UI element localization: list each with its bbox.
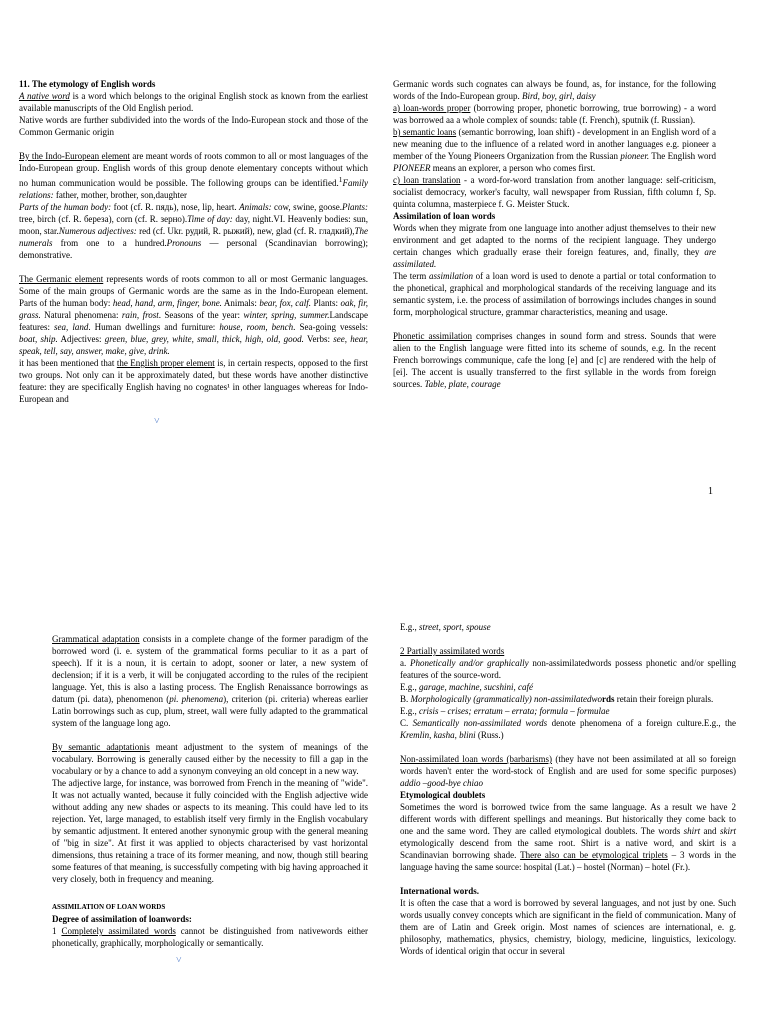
assimilation-paragraph-2: The term assimilation of a loan word is used to denote a partial or total conformation to the phonetical, graphical and morphological standards of the receiving language and its semantic system, i.e. the process of assimilation of borrowings includes changes in sound form, morphological structure, grammar characteristics, meaning and usage. bbox=[393, 271, 716, 317]
edit-caret-icon: ˅ bbox=[154, 416, 160, 427]
semantically-non-assimilated: C. Semantically non-assimilated words denote phenomena of a foreign culture.E.g., the Kremlin, kasha, blini (Russ.) bbox=[400, 718, 736, 740]
indo-european-paragraph: By the Indo-European element are meant words of roots common to all or most languages of the Indo-European group. English words of this group denote elementary concepts without which no human communication would be possible. The following groups can be identified.$^1$Family relations: father, mother, brother, son,daughter bbox=[19, 151, 368, 200]
etymological-doublets: Sometimes the word is borrowed twice from the same language. As a result we have 2 different words with different spellings and meanings. But historically they come back to one and the same word. They are called etymological doublets. The words shirt and skirt etymologically descend from the same root. Shirt is a native word, and skirt is a Scandinavian borrowing shade. There also can be etymological triplets – 3 words in the language having the same source: hospital (Lat.) – hostel (Norman) – hotel (Fr.). bbox=[400, 802, 737, 872]
germanic-paragraph: The Germanic element represents words of roots common to all or most Germanic languages. Some of the main groups of Germanic words are the same as in the Indo-European element. Parts of the human body: head, hand, arm, finger, bone. Animals: bear, fox, calf. Plants: oak, fir, grass. Natural phenomena: rain, frost. Seasons of the year: winter, spring, summer.Landscape features: sea, land. Human dwellings and furniture: house, room, bench. Sea-going vessels: boat, ship. Adjectives: green, blue, grey, white, small, thick, high, old, good. Verbs: see, hear, speak, tell, say, answer, make, give, drink. bbox=[19, 274, 369, 356]
edit-caret-icon-2: ˅ bbox=[176, 955, 182, 966]
native-subdivision-paragraph: Native words are further subdivided into the words of the Indo-European stock and those of the Common Germanic origin bbox=[19, 115, 368, 137]
native-word-paragraph: A native word is a word which belongs to the original English stock as known from the earliest available manuscripts of the Old English period. bbox=[19, 91, 368, 113]
etymological-doublets-heading: Etymological doublets bbox=[400, 790, 486, 800]
loan-translation: c) loan translation - a word-for-word translation from another language: self-criticism, socialist democracy, worker's faculty, wall newspaper from Russian, fifth column f, Sp. quinta columna, masterpiece f. G. Meister Stuck. bbox=[393, 175, 716, 209]
phonetically-non-assimilated: a. Phonetically and/or graphically non-assimilatedwords possess phonetic and/or spelling features of the source-word. bbox=[400, 658, 736, 680]
page2-right-column bbox=[400, 621, 736, 957]
english-proper-paragraph: it has been mentioned that the English proper element is, in certain respects, opposed to the first two groups. Not only can it be approximately dated, but these words have another distinctive feature: they are specifically English having no cognates¹ in other languages whereas for Indo-European and bbox=[19, 358, 368, 404]
barbarisms: Non-assimilated loan words (barbarisms) (they have not been assimilated at all so foreign words haven't enter the word-stock of English and are used for some specific purposes) addio –good-bye chiao bbox=[400, 754, 737, 788]
morphological-example: E.g., crisis – crises; erratum – errata; formula – formulae bbox=[400, 706, 610, 716]
assimilation-heading: Assimilation of loan words bbox=[393, 211, 496, 221]
loan-words-proper: a) loan-words proper (borrowing proper, phonetic borrowing, true borrowing) - a word was borrowed aa a whole complex of sounds: table (f. French), sputnik (f. Russian). bbox=[393, 103, 716, 125]
grammatical-adaptation: Grammatical adaptation consists in a complete change of the former paradigm of the borrowed word (i. e. system of the grammatical forms peculiar to it as a part of speech). If it is a noun, it is certain to adopt, sooner or later, a new system of declension; if it is a verb, it will be conjugated according to the rules of the recipient language. Yet, this is also a lasting process. The English Renaissance borrowings as datum (pi. data), phenomenon (pi. phenomena), criterion (pi. criteria) whereas earlier Latin borrowings such as cup, plum, street, wall were fully adapted to the grammatical system of the language long ago. bbox=[52, 634, 369, 728]
morphologically-non-assimilated: B. Morphologically (grammatically) non-assimilatedwords retain their foreign plurals. bbox=[400, 694, 714, 704]
germanic-continuation: Germanic words such cognates can always be found, as, for instance, for the following words of the Indo-European group. Bird, boy, girl, daisy bbox=[393, 79, 716, 101]
section-heading: 11. The etymology of English words bbox=[19, 79, 156, 89]
semantic-loans: b) semantic loans (semantic borrowing, loan shift) - development in an English word of a new meaning due to the influence of a related word in another languages e.g. pioneer a member of the Young Pioneers Organization from the Russian pioneer. The English word PIONEER means an explorer, a person who comes first. bbox=[393, 127, 716, 173]
page1-right-column bbox=[393, 78, 716, 390]
partially-assimilated-heading: 2 Partially assimilated words bbox=[400, 646, 505, 656]
degree-heading: Degree of assimilation of loanwords: bbox=[52, 914, 192, 924]
example-completely-assimilated: E.g., street, sport, spouse bbox=[400, 622, 491, 632]
assimilation-paragraph-1: Words when they migrate from one language into another adjust themselves to their new environment and get adapted to the norms of the recipient language. They undergo certain changes which gradually erase their foreign features, and, finally, they are assimilated. bbox=[393, 223, 716, 269]
assimilation-caps-heading: ASSIMILATION OF LOAN WORDS bbox=[52, 903, 166, 911]
page1-left-column bbox=[19, 78, 368, 405]
international-words-heading: International words. bbox=[400, 886, 480, 896]
international-words: It is often the case that a word is borrowed by several languages, and not just by one. Such words usually convey concepts which are significant in the field of communication. Many of them are of Latin and Greek origin. Most names of sciences are international, e. g. philosophy, mathematics, physics, chemistry, biology, medicine, linguistics, lexicology. Words of identical origin that occur in several bbox=[400, 898, 736, 956]
semantic-adaptation: By semantic adaptationis meant adjustment to the system of meanings of the vocabulary. Borrowing is generally caused either by the necessity to fill a gap in the vocabulary or by a chance to add a synonym conveying an old concept in a new way. bbox=[52, 742, 368, 776]
phonetic-example: E.g., garage, machine, sucshini, café bbox=[400, 682, 533, 692]
page2-left-column bbox=[52, 633, 368, 949]
completely-assimilated: 1 Completely assimilated words cannot be distinguished from nativewords either phonetically, graphically, morphologically or semantically. bbox=[52, 926, 368, 948]
indo-european-groups: Parts of the human body: foot (cf. R. пядь), nose, lip, heart. Animals: cow, swine, goose.Plants: tree, birch (cf. R. береза), corn (cf. R. зерно).Time of day: day, night.VI. Heavenly bodies: sun, moon, star.Numerous adjectives: red (cf. Ukr. рудий, R. рыжий), new, glad (cf. R. гладкий),The numerals from one to a hundred.Pronouns — personal (Scandinavian borrowing); demonstrative. bbox=[19, 202, 369, 260]
page-number: 1 bbox=[708, 486, 713, 497]
phonetic-assimilation: Phonetic assimilation comprises changes in sound form and stress. Sounds that were alien to the English language were fitted into its scheme of sounds, e.g. In the recent French borrowings communique, cafe the long [e] and [c] are rendered with the help of [ei]. The accent is usually transferred to the first syllable in the words from foreign sources. Table, plate, courage bbox=[393, 331, 716, 389]
semantic-adaptation-example: The adjective large, for instance, was borrowed from French in the meaning of "wide". It was not actually wanted, because it fully coincided with the English adjective wide without adding any new shades or aspects to its meaning. This could have led to its rejection. Yet, large managed, to establish itself very firmly in the English vocabulary by semantic adjustment. It entered another synonymic group with the general meaning of "big in size". At first it was applied to objects characterised by vast horizontal dimensions, thus retaining a trace of its former meaning, and now, though still bearing some features of that meaning, is successfully competing with big having approached it very closely, both in frequency and meaning. bbox=[52, 778, 368, 884]
